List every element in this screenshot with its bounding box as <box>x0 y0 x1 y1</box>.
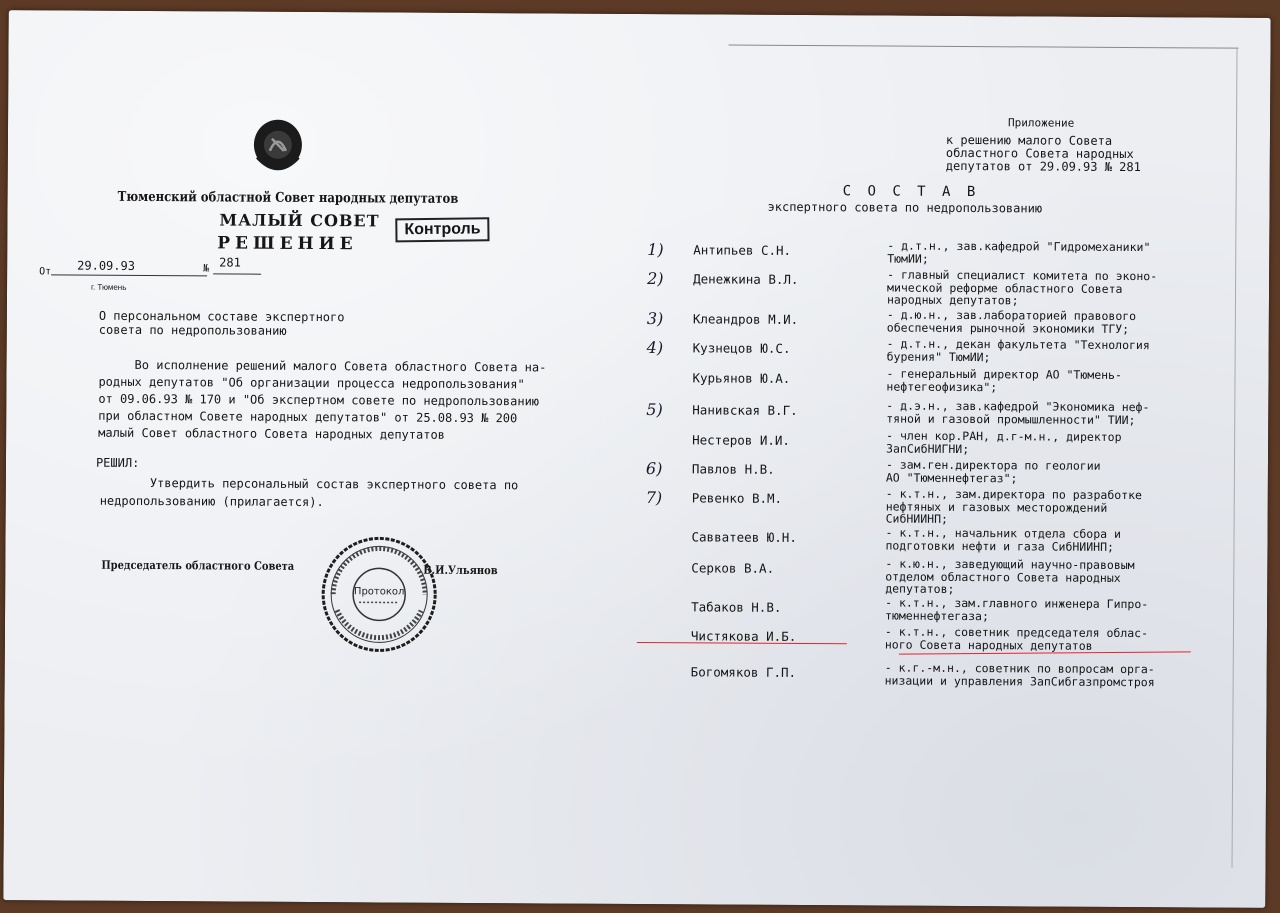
red-underline-name <box>637 642 847 644</box>
member-role-line: - д.э.н., зав.кафедрой "Экономика неф- <box>886 398 1150 415</box>
member-role-line: подготовки нефти и газа СибНИИНП; <box>885 538 1115 554</box>
member-role-line: обеспечения рыночной экономики ТГУ; <box>886 320 1130 336</box>
member-name: Серков В.А. <box>691 560 775 576</box>
member-role-line: АО "Тюменнефтегаз"; <box>885 470 1018 485</box>
member-role <box>886 368 1122 394</box>
chair-name: В.И.Ульянов <box>423 562 498 578</box>
approve-line: недропользованию (прилагается). <box>99 493 324 510</box>
member-handwritten-mark: 6) <box>645 459 663 479</box>
small-council-heading: МАЛЫЙ СОВЕТ <box>219 210 380 231</box>
member-role <box>887 309 1136 336</box>
member-name: Табаков Н.В. <box>691 599 782 615</box>
member-role <box>886 488 1142 527</box>
control-stamp: Контроль <box>395 217 489 242</box>
seal-text: Протокол <box>353 586 405 598</box>
member-role-line: - зам.ген.директора по геологии <box>885 457 1101 473</box>
composition-subtitle: экспертного совета по недропользованию <box>767 199 1043 216</box>
member-role-line: - к.т.н., зам.главного инженера Гипро- <box>885 595 1149 612</box>
member-role-line: низации и управления ЗапСибгазпромстроя <box>884 673 1155 689</box>
red-underline-role <box>899 651 1191 654</box>
member-name: Клеандров М.И. <box>692 311 799 327</box>
member-role-line: народных депутатов; <box>886 292 1019 308</box>
date-underline <box>51 274 207 276</box>
appendix-label: Приложение <box>1008 116 1075 130</box>
member-role-line: нефтегеофизика"; <box>886 379 998 394</box>
approve-line: Утвердить персональный состав экспертного совета по <box>149 476 519 493</box>
member-name: Денежкина В.Л. <box>693 271 799 287</box>
member-role <box>885 527 1121 553</box>
member-role <box>885 597 1148 624</box>
resolved-label: РЕШИЛ: <box>95 455 140 470</box>
member-name: Савватеев Ю.Н. <box>691 529 797 545</box>
from-prefix: От <box>39 266 52 278</box>
member-role-line: отделом областного Совета народных <box>885 569 1121 585</box>
member-role-line: депутатов; <box>885 581 955 596</box>
organization-title: Тюменский областной Совет народных депутатов <box>117 188 459 207</box>
member-handwritten-mark: 1) <box>647 240 664 260</box>
member-role <box>886 400 1149 427</box>
member-role-line: ЗапСибНИГНИ; <box>886 441 970 456</box>
official-seal-icon <box>317 532 442 657</box>
member-role-line: - к.г.-м.н., советник по вопросам орга- <box>884 660 1155 677</box>
body-line: при областном Совете народных депутатов" от 25.08.93 № 200 <box>98 408 518 426</box>
member-role-line: - д.ю.н., зав.лабораторией правового <box>886 307 1137 324</box>
member-role-line: - к.ю.н., заведующий научно-правовым <box>885 556 1135 573</box>
appendix-line: к решению малого Совета <box>945 132 1113 148</box>
member-name: Чистякова И.Б. <box>690 628 797 644</box>
member-role-line: - главный специалист комитета по эконо- <box>887 267 1158 284</box>
member-role-line: мической реформе областного Совета <box>887 280 1123 296</box>
body-line: малый Совет областного Совета народных депутатов <box>98 425 445 442</box>
number-prefix: № <box>203 263 210 275</box>
member-name: Павлов Н.В. <box>691 461 775 477</box>
member-name: Нестеров И.И. <box>692 432 791 448</box>
member-role-line: бурения" ТюмИИ; <box>886 349 991 364</box>
member-role-line: - к.т.н., советник председателя облас- <box>884 624 1149 641</box>
subject-line: О персональном составе экспертного <box>98 308 345 325</box>
member-role-line: тяной и газовой промышленности" ТИИ; <box>886 411 1136 427</box>
member-name: Курьянов Ю.А. <box>692 370 791 386</box>
body-line: Во исполнение решений малого Совета областного Совета на- <box>134 357 547 375</box>
member-role-line: - к.т.н., зам.директора по разработке <box>885 486 1143 503</box>
city-label: г. Тюмень <box>91 282 127 292</box>
decision-number: 281 <box>219 255 241 270</box>
member-handwritten-mark: 2) <box>647 269 664 289</box>
chair-label: Председатель областного Совета <box>101 557 295 573</box>
member-role-line: СибНИИНП; <box>885 511 948 526</box>
frame-line-top <box>729 45 1239 49</box>
member-role <box>887 240 1150 267</box>
member-role-line: - д.т.н., декан факультета "Технология <box>886 336 1150 353</box>
document-sheet <box>3 10 1270 908</box>
member-role <box>886 430 1122 456</box>
member-role-line: ТюмИИ; <box>887 251 929 266</box>
member-name: Кузнецов Ю.С. <box>692 340 791 356</box>
number-underline <box>213 273 261 274</box>
member-role-line: - член кор.РАН, д.г-м.н., директор <box>886 428 1122 444</box>
member-role-line: нефтяных и газовых месторождений <box>885 499 1108 515</box>
decision-date: 29.09.93 <box>77 258 136 273</box>
body-line: от 09.06.93 № 170 и "Об экспертном совете по недропользованию <box>98 391 540 409</box>
member-name: Антипьев С.Н. <box>693 242 792 258</box>
member-role <box>886 459 1101 485</box>
member-role <box>887 269 1157 308</box>
member-role-line: - д.т.н., зав.кафедрой "Гидромеханики" <box>887 238 1151 255</box>
member-handwritten-mark: 5) <box>646 400 663 420</box>
member-name: Ревенко В.М. <box>691 490 783 506</box>
member-handwritten-mark: 3) <box>646 309 664 329</box>
member-handwritten-mark: 7) <box>645 488 663 508</box>
member-name: Богомяков Г.П. <box>690 664 797 680</box>
appendix-line: областного Совета народных <box>945 145 1134 162</box>
subject-line: совета по недропользованию <box>98 322 287 338</box>
member-role <box>885 626 1148 653</box>
member-name: Нанивская В.Г. <box>692 402 798 418</box>
member-role <box>885 558 1134 597</box>
decision-subject <box>99 309 345 339</box>
composition-title: С О С Т А В <box>842 183 980 201</box>
appendix-line: депутатов от 29.09.93 № 281 <box>945 158 1141 175</box>
member-handwritten-mark: 4) <box>646 338 664 358</box>
decision-body <box>98 357 559 445</box>
body-line: родных депутатов "Об организации процесса недропользования" <box>98 374 525 392</box>
member-role <box>887 338 1150 365</box>
approve-clause <box>100 474 519 513</box>
member-role-line: тюменнефтегаза; <box>885 608 989 623</box>
decision-heading: РЕШЕНИЕ <box>217 233 358 255</box>
member-role <box>885 662 1155 689</box>
ussr-emblem-icon <box>250 117 306 177</box>
member-role-line: - генеральный директор АО "Тюмень- <box>886 366 1122 382</box>
member-role-line: - к.т.н., начальник отдела сбора и <box>885 525 1122 541</box>
frame-line-right <box>1232 48 1238 868</box>
appendix-reference <box>946 134 1141 174</box>
member-role-line: ного Совета народных депутатов <box>884 637 1093 653</box>
